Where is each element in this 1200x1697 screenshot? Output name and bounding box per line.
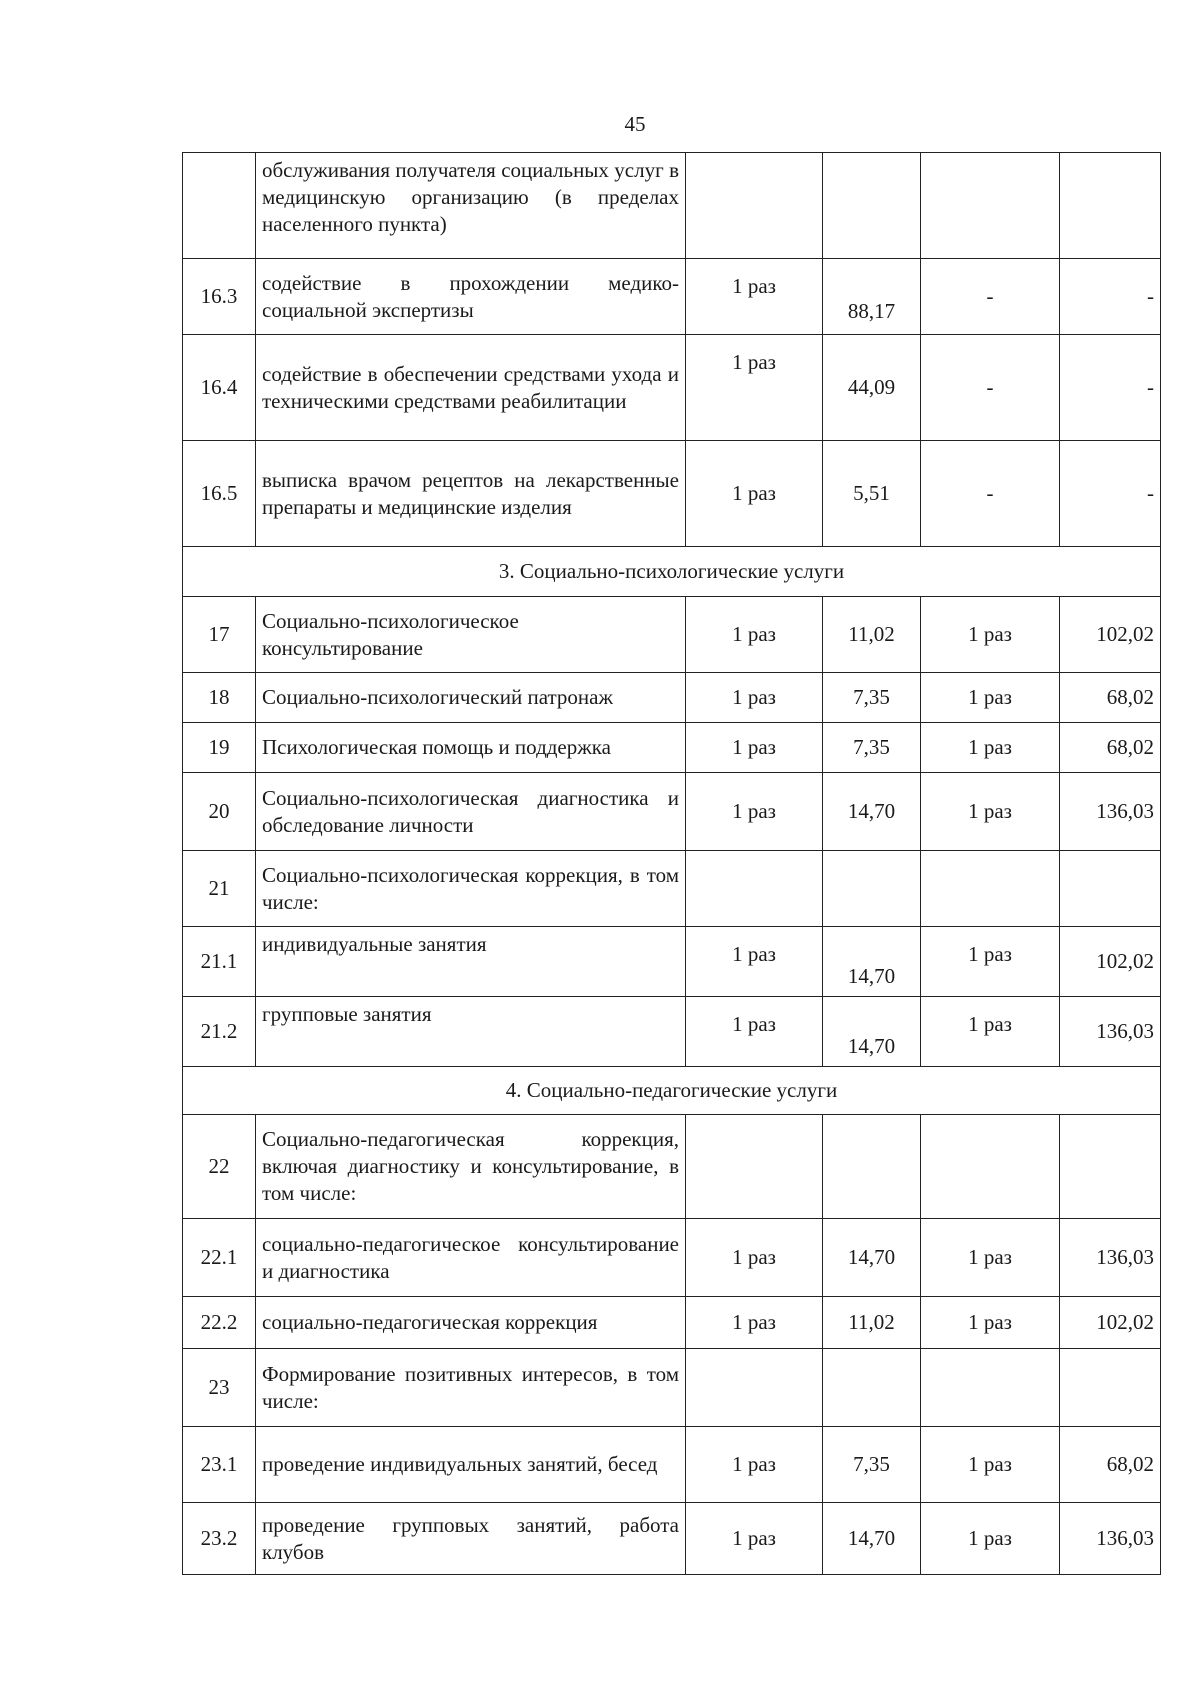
- table-row: [183, 441, 1161, 547]
- service-tariff-2: [1060, 1349, 1161, 1427]
- service-tariff-2: -: [1060, 259, 1161, 335]
- service-tariff-2: 68,02: [1060, 723, 1161, 773]
- service-number: 16.4: [183, 335, 256, 441]
- service-tariff-2: 102,02: [1060, 597, 1161, 673]
- service-frequency: 1 раз: [686, 1503, 823, 1575]
- service-tariff-2: [1060, 1115, 1161, 1219]
- service-frequency: 1 раз: [686, 1427, 823, 1503]
- table-row: [183, 1349, 1161, 1427]
- service-description: социально-педагогическая коррекция: [256, 1297, 686, 1349]
- service-description: групповые занятия: [256, 997, 686, 1067]
- service-tariff-2: 68,02: [1060, 673, 1161, 723]
- service-tariff: 7,35: [823, 673, 921, 723]
- service-frequency: [686, 153, 823, 259]
- service-number: 21: [183, 851, 256, 927]
- service-frequency-2: [921, 153, 1060, 259]
- service-tariff: 7,35: [823, 1427, 921, 1503]
- service-tariff: 14,70: [823, 1219, 921, 1297]
- service-tariff-2: 68,02: [1060, 1427, 1161, 1503]
- service-tariff: [823, 1349, 921, 1427]
- service-frequency-2: 1 раз: [921, 773, 1060, 851]
- service-frequency: 1 раз: [686, 927, 823, 997]
- service-number: 23: [183, 1349, 256, 1427]
- service-tariff-2: 136,03: [1060, 997, 1161, 1067]
- service-frequency-2: 1 раз: [921, 1503, 1060, 1575]
- services-table: [182, 152, 1161, 1575]
- service-frequency: 1 раз: [686, 997, 823, 1067]
- service-tariff-2: 102,02: [1060, 927, 1161, 997]
- table-row: [183, 153, 1161, 259]
- table-row: [183, 851, 1161, 927]
- table-row: [183, 1427, 1161, 1503]
- service-frequency: 1 раз: [686, 1219, 823, 1297]
- service-description: Психологическая помощь и поддержка: [256, 723, 686, 773]
- service-number: 22.1: [183, 1219, 256, 1297]
- service-frequency: 1 раз: [686, 673, 823, 723]
- service-tariff: [823, 851, 921, 927]
- service-number: 18: [183, 673, 256, 723]
- service-description: обслуживания получателя социальных услуг в медицинскую организацию (в пределах населенного пункта): [256, 153, 686, 259]
- service-number: 23.2: [183, 1503, 256, 1575]
- service-frequency: 1 раз: [686, 259, 823, 335]
- service-frequency-2: [921, 1115, 1060, 1219]
- service-frequency: 1 раз: [686, 723, 823, 773]
- service-tariff-2: [1060, 851, 1161, 927]
- service-tariff: [823, 153, 921, 259]
- service-tariff: [823, 1115, 921, 1219]
- table-row: [183, 927, 1161, 997]
- service-tariff: 11,02: [823, 597, 921, 673]
- service-frequency-2: [921, 1349, 1060, 1427]
- service-number: 22: [183, 1115, 256, 1219]
- service-frequency: 1 раз: [686, 1297, 823, 1349]
- service-tariff-2: -: [1060, 335, 1161, 441]
- table-row: [183, 997, 1161, 1067]
- service-frequency-2: 1 раз: [921, 673, 1060, 723]
- service-frequency: [686, 1115, 823, 1219]
- service-frequency-2: -: [921, 441, 1060, 547]
- service-number: 16.3: [183, 259, 256, 335]
- service-frequency: 1 раз: [686, 441, 823, 547]
- service-tariff-2: 136,03: [1060, 1219, 1161, 1297]
- service-frequency: 1 раз: [686, 597, 823, 673]
- service-description: проведение групповых занятий, работа клубов: [256, 1503, 686, 1575]
- service-tariff: 88,17: [823, 259, 921, 335]
- table-row: [183, 773, 1161, 851]
- service-number: 21.2: [183, 997, 256, 1067]
- service-frequency-2: -: [921, 259, 1060, 335]
- service-frequency-2: -: [921, 335, 1060, 441]
- service-description: Социально-педагогическая коррекция, включая диагностику и консультирование, в том числе:: [256, 1115, 686, 1219]
- service-description: индивидуальные занятия: [256, 927, 686, 997]
- service-description: проведение индивидуальных занятий, бесед: [256, 1427, 686, 1503]
- table-row: [183, 673, 1161, 723]
- service-frequency-2: 1 раз: [921, 597, 1060, 673]
- service-description: Социально-психологическое консультирование: [256, 597, 686, 673]
- service-number: 23.1: [183, 1427, 256, 1503]
- service-tariff-2: 136,03: [1060, 1503, 1161, 1575]
- table-row: [183, 597, 1161, 673]
- table-row: [183, 335, 1161, 441]
- service-number: 16.5: [183, 441, 256, 547]
- service-frequency: 1 раз: [686, 773, 823, 851]
- service-frequency-2: 1 раз: [921, 927, 1060, 997]
- service-frequency-2: 1 раз: [921, 997, 1060, 1067]
- table-row: [183, 723, 1161, 773]
- service-tariff-2: [1060, 153, 1161, 259]
- table-row: [183, 1115, 1161, 1219]
- table-row: [183, 1297, 1161, 1349]
- service-description: содействие в обеспечении средствами ухода и техническими средствами реабилитации: [256, 335, 686, 441]
- page-number: 45: [624, 112, 646, 136]
- service-description: Формирование позитивных интересов, в том числе:: [256, 1349, 686, 1427]
- table-row: [183, 259, 1161, 335]
- section-header-row: [183, 547, 1161, 597]
- service-tariff: 14,70: [823, 773, 921, 851]
- section-title: 3. Социально-психологические услуги: [183, 547, 1161, 597]
- service-tariff-2: 136,03: [1060, 773, 1161, 851]
- service-frequency: [686, 851, 823, 927]
- service-tariff: 44,09: [823, 335, 921, 441]
- service-description: социально-педагогическое консультирование и диагностика: [256, 1219, 686, 1297]
- service-tariff-2: 102,02: [1060, 1297, 1161, 1349]
- service-tariff: 5,51: [823, 441, 921, 547]
- service-tariff-2: -: [1060, 441, 1161, 547]
- service-frequency-2: 1 раз: [921, 723, 1060, 773]
- service-frequency-2: [921, 851, 1060, 927]
- service-tariff: 14,70: [823, 1503, 921, 1575]
- service-tariff: 14,70: [823, 927, 921, 997]
- service-number: [183, 153, 256, 259]
- service-frequency-2: 1 раз: [921, 1427, 1060, 1503]
- section-title: 4. Социально-педагогические услуги: [183, 1067, 1161, 1115]
- service-description: содействие в прохождении медико-социальной экспертизы: [256, 259, 686, 335]
- service-number: 22.2: [183, 1297, 256, 1349]
- service-tariff: 11,02: [823, 1297, 921, 1349]
- service-description: Социально-психологическая диагностика и обследование личности: [256, 773, 686, 851]
- service-frequency: 1 раз: [686, 335, 823, 441]
- service-number: 17: [183, 597, 256, 673]
- service-number: 19: [183, 723, 256, 773]
- table-row: [183, 1219, 1161, 1297]
- service-description: выписка врачом рецептов на лекарственные препараты и медицинские изделия: [256, 441, 686, 547]
- section-header-row: [183, 1067, 1161, 1115]
- service-frequency-2: 1 раз: [921, 1297, 1060, 1349]
- service-number: 21.1: [183, 927, 256, 997]
- service-tariff: 7,35: [823, 723, 921, 773]
- service-description: Социально-психологическая коррекция, в том числе:: [256, 851, 686, 927]
- service-frequency-2: 1 раз: [921, 1219, 1060, 1297]
- service-tariff: 14,70: [823, 997, 921, 1067]
- table-row: [183, 1503, 1161, 1575]
- service-number: 20: [183, 773, 256, 851]
- table-body: [183, 153, 1161, 1575]
- service-frequency: [686, 1349, 823, 1427]
- service-description: Социально-психологический патронаж: [256, 673, 686, 723]
